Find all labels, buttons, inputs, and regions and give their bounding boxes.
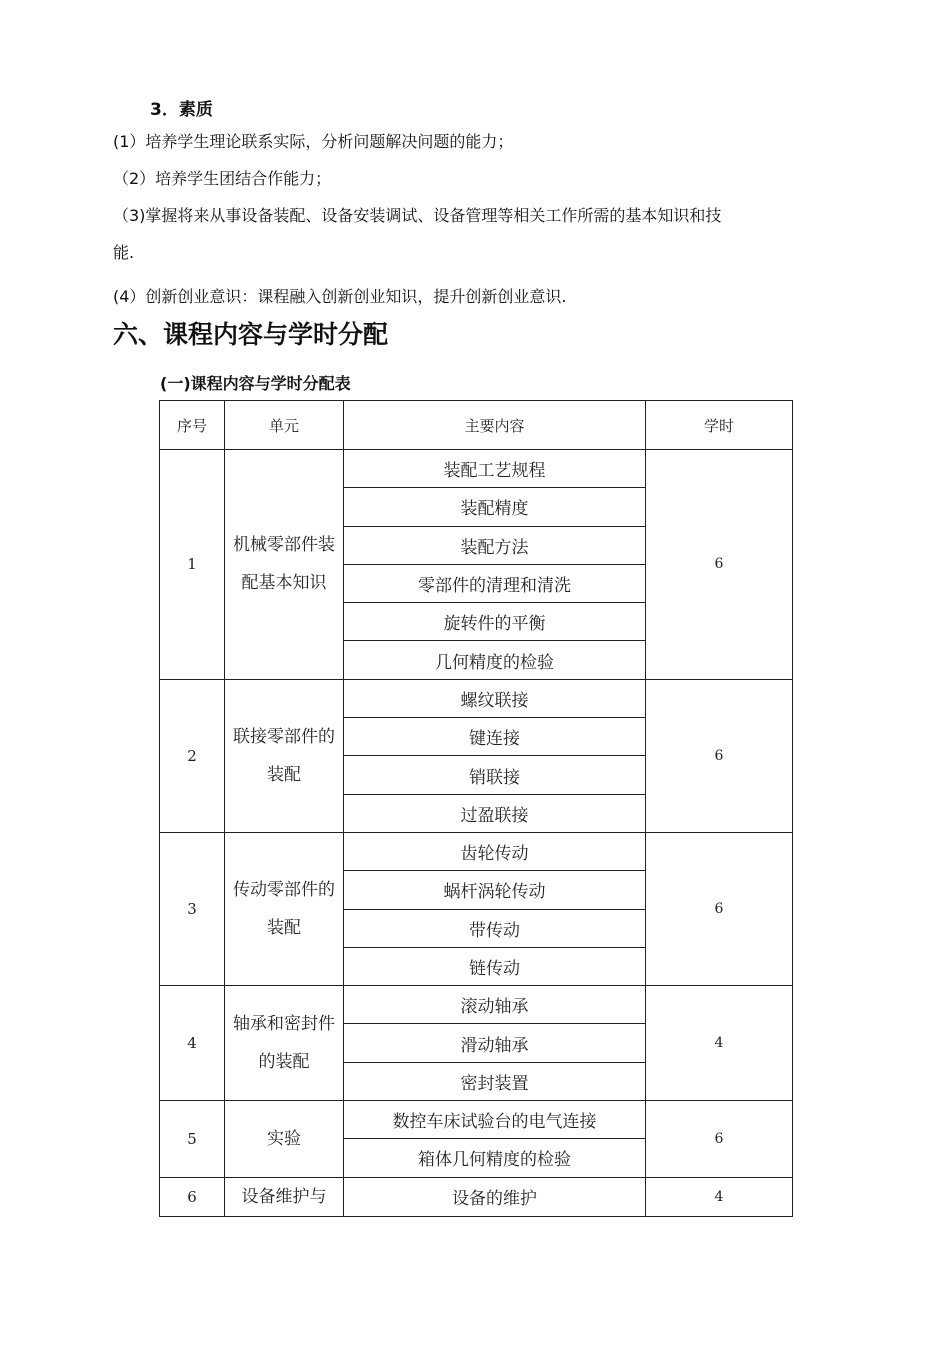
course-hours-table [159,400,793,1217]
content-item: 旋转件的平衡 [344,603,646,641]
table-row [160,679,793,717]
unit-name: 设备维护与 [225,1177,344,1216]
section-6-heading: 六、课程内容与学时分配 [113,320,389,349]
header-hours: 学时 [646,401,793,450]
unit-hours: 6 [646,679,793,832]
unit-hours: 6 [646,832,793,985]
content-item: 零部件的清理和清洗 [344,564,646,602]
content-item: 销联接 [344,756,646,794]
unit-name: 传动零部件的装配 [225,832,344,985]
paragraph-4: (4）创新创业意识：课程融入创新创业知识，提升创新创业意识. [113,287,567,306]
table-row [160,832,793,870]
content-item: 装配工艺规程 [344,450,646,488]
unit-number: 5 [160,1101,225,1178]
unit-name: 轴承和密封件的装配 [225,986,344,1101]
table-row [160,450,793,488]
unit-hours: 4 [646,1177,793,1216]
paragraph-3: （3)掌握将来从事设备装配、设备安装调试、设备管理等相关工作所需的基本知识和技 [113,206,722,225]
unit-name: 实验 [225,1101,344,1178]
table-row [160,1101,793,1139]
content-item: 设备的维护 [344,1177,646,1216]
table-row [160,986,793,1024]
unit-number: 2 [160,679,225,832]
content-item: 齿轮传动 [344,832,646,870]
header-unit: 单元 [225,401,344,450]
content-item: 滑动轴承 [344,1024,646,1062]
content-item: 键连接 [344,718,646,756]
content-item: 带传动 [344,909,646,947]
content-item: 链传动 [344,947,646,985]
unit-hours: 4 [646,986,793,1101]
paragraph-2: （2）培养学生团结合作能力； [113,169,332,188]
paragraph-1: (1）培养学生理论联系实际，分析问题解决问题的能力； [113,132,514,151]
subsection-heading: (一)课程内容与学时分配表 [160,374,351,393]
header-no: 序号 [160,401,225,450]
unit-name: 联接零部件的装配 [225,679,344,832]
content-item: 滚动轴承 [344,986,646,1024]
content-item: 几何精度的检验 [344,641,646,679]
header-content: 主要内容 [344,401,646,450]
table-row [160,1177,793,1216]
unit-hours: 6 [646,450,793,680]
unit-name: 机械零部件装配基本知识 [225,450,344,680]
unit-hours: 6 [646,1101,793,1178]
content-item: 装配精度 [344,488,646,526]
content-item: 过盈联接 [344,794,646,832]
content-item: 数控车床试验台的电气连接 [344,1101,646,1139]
content-item: 箱体几何精度的检验 [344,1139,646,1177]
content-item: 螺纹联接 [344,679,646,717]
table-header-row [160,401,793,450]
unit-number: 1 [160,450,225,680]
section-3-heading: 3．素质 [150,100,213,120]
paragraph-3-continued: 能. [113,243,135,262]
content-item: 密封装置 [344,1062,646,1100]
unit-number: 3 [160,832,225,985]
content-item: 蜗杆涡轮传动 [344,871,646,909]
unit-number: 6 [160,1177,225,1216]
content-item: 装配方法 [344,526,646,564]
unit-number: 4 [160,986,225,1101]
